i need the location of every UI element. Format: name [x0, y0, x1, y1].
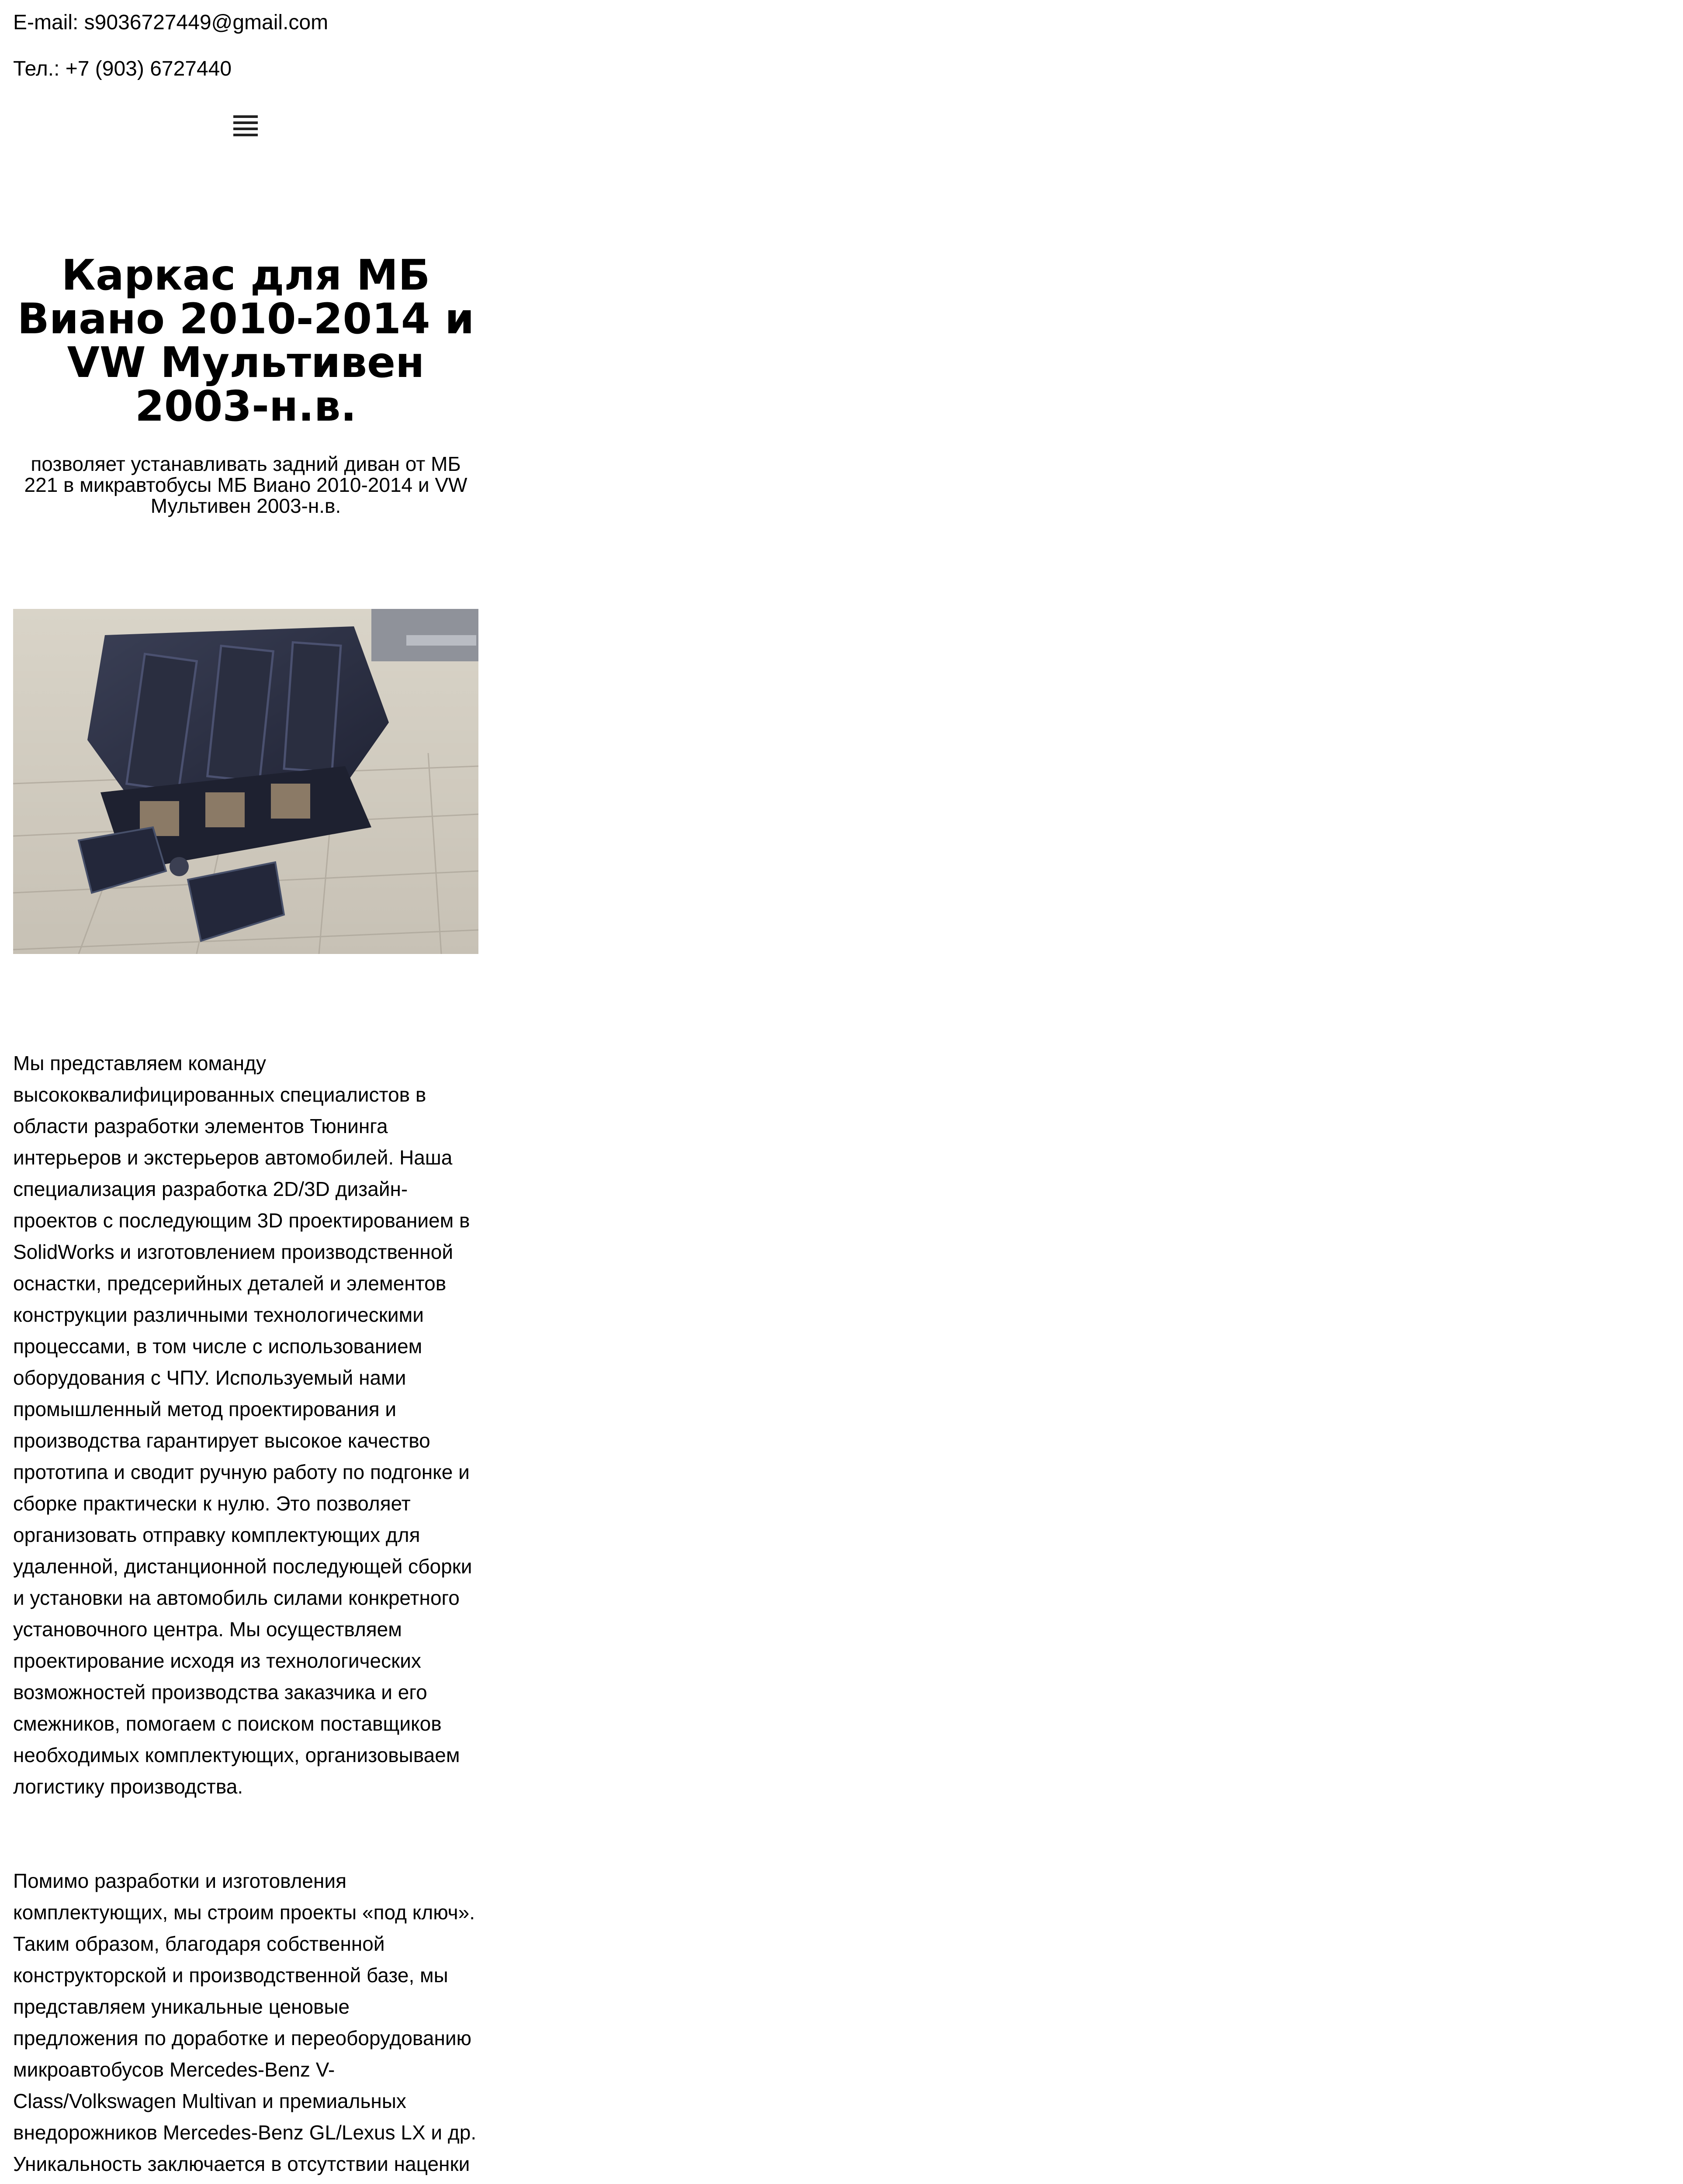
page-column — [0, 0, 492, 2184]
hero — [0, 253, 492, 2184]
page-subtitle: позволяет устанавливать задний диван от МБ 221 в микравтобусы МБ Виано 2010-2014 и VW Мультивен 2003-н.в. — [24, 453, 468, 517]
page-title: Каркас для МБ Виано 2010-2014 и VW Мультивен 2003-н.в. — [17, 251, 474, 431]
about-section — [13, 1047, 478, 2184]
header — [0, 0, 492, 141]
contact-email[interactable]: E-mail: s9036727449@gmail.com — [13, 11, 329, 34]
about-paragraph-2: Помимо разработки и изготовления комплектующих, мы строим проекты «под ключ». Таким образом, благодаря собственной конструкторской и производственной базе, мы представляем уникальные ценовые предложения по доработке и переоборудованию микроавтобусов Mercedes-Benz V-Class/Volkswagen Multivan и премиальных внедорожников Mercedes-Benz GL/Lexus LX и др. Уникальность заключается в отсутствии наценки — [13, 1870, 477, 2175]
contact-phone[interactable]: Тел.: +7 (903) 6727440 — [13, 57, 232, 80]
about-paragraph-1: Мы представляем команду высококвалифицированных специалистов в области разработки элементов Тюнинга интерьеров и экстерьеров автомобилей. Наша специализация разработка 2D/3D дизайн-проектов с последующим 3D проектированием в SolidWorks и изготовлением производственной оснастки, предсерийных деталей и элементов конструкции различными технологическими процессами, в том числе с использованием оборудования с ЧПУ. Используемый нами промышленный метод проектирования и производства гарантирует высокое качество прототипа и сводит ручную работу по подгонке и сборке практически к нулю. Это позволяет организовать отправку комплектующих для удаленной, дистанционной последующей сборки и установки на автомобиль силами конкретного установочного центра. Мы осуществляем проектирование исходя из технологических возможностей производства заказчика и его смежников, помогаем с поиском поставщиков необходимых комплектующих, организовываем логистику производства. — [13, 1052, 472, 1798]
seat-frame-photo-image — [13, 609, 478, 954]
product-photo — [13, 609, 478, 954]
hamburger-icon[interactable] — [231, 113, 261, 141]
